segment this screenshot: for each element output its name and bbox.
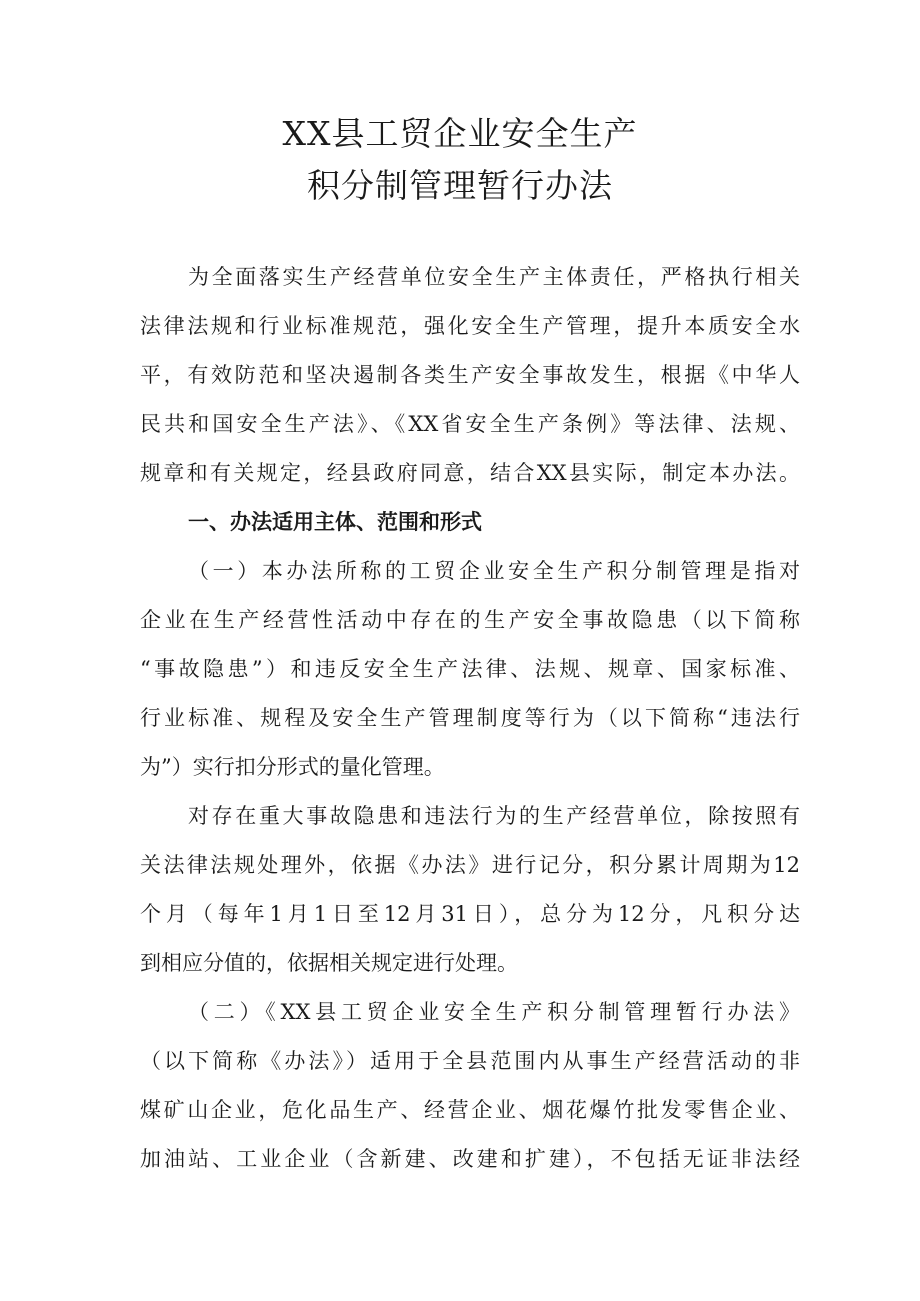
document-title-line-1: XX县工贸企业安全生产 (282, 114, 638, 153)
clause-2-line-4: 加油站、工业企业（含新建、改建和扩建），不包括无证非法经 (140, 1147, 800, 1171)
clause-2-line-2: （以下简称《办法》）适用于全县范围内从事生产经营活动的非 (140, 1049, 800, 1073)
clause-1-line-5: 为”）实行扣分形式的量化管理。 (140, 755, 445, 779)
clause-1-para-2-line-3: 个月（每年1月1日至12月31日），总分为12分，凡积分达 (140, 902, 800, 926)
clause-1-line-4: 行业标准、规程及安全生产管理制度等行为（以下简称“违法行 (140, 706, 800, 730)
intro-line-4: 民共和国安全生产法》、《XX省安全生产条例》等法律、法规、 (140, 412, 800, 436)
document-title-line-2: 积分制管理暂行办法 (307, 166, 613, 205)
clause-1-line-2: 企业在生产经营性活动中存在的生产安全事故隐患（以下简称 (140, 608, 800, 632)
clause-2-line-3: 煤矿山企业，危化品生产、经营企业、烟花爆竹批发零售企业、 (140, 1098, 800, 1122)
intro-line-2: 法律法规和行业标准规范，强化安全生产管理，提升本质安全水 (140, 314, 800, 338)
clause-1-para-2-line-1: 对存在重大事故隐患和违法行为的生产经营单位，除按照有 (188, 804, 800, 828)
section-1-heading: 一、办法适用主体、范围和形式 (188, 510, 482, 534)
intro-line-1: 为全面落实生产经营单位安全生产主体责任，严格执行相关 (188, 265, 800, 289)
intro-line-3: 平，有效防范和坚决遏制各类生产安全事故发生，根据《中华人 (140, 363, 800, 387)
clause-2-line-1: （二）《XX县工贸企业安全生产积分制管理暂行办法》 (188, 1000, 800, 1024)
clause-1-para-2-line-2: 关法律法规处理外，依据《办法》进行记分，积分累计周期为12 (140, 853, 800, 877)
clause-1-para-2-line-4: 到相应分值的，依据相关规定进行处理。 (140, 951, 518, 975)
intro-line-5: 规章和有关规定，经县政府同意，结合XX县实际，制定本办法。 (140, 461, 800, 485)
clause-1-line-3: “事故隐患”）和违反安全生产法律、法规、规章、国家标准、 (140, 657, 800, 681)
clause-1-line-1: （一）本办法所称的工贸企业安全生产积分制管理是指对 (188, 559, 800, 583)
